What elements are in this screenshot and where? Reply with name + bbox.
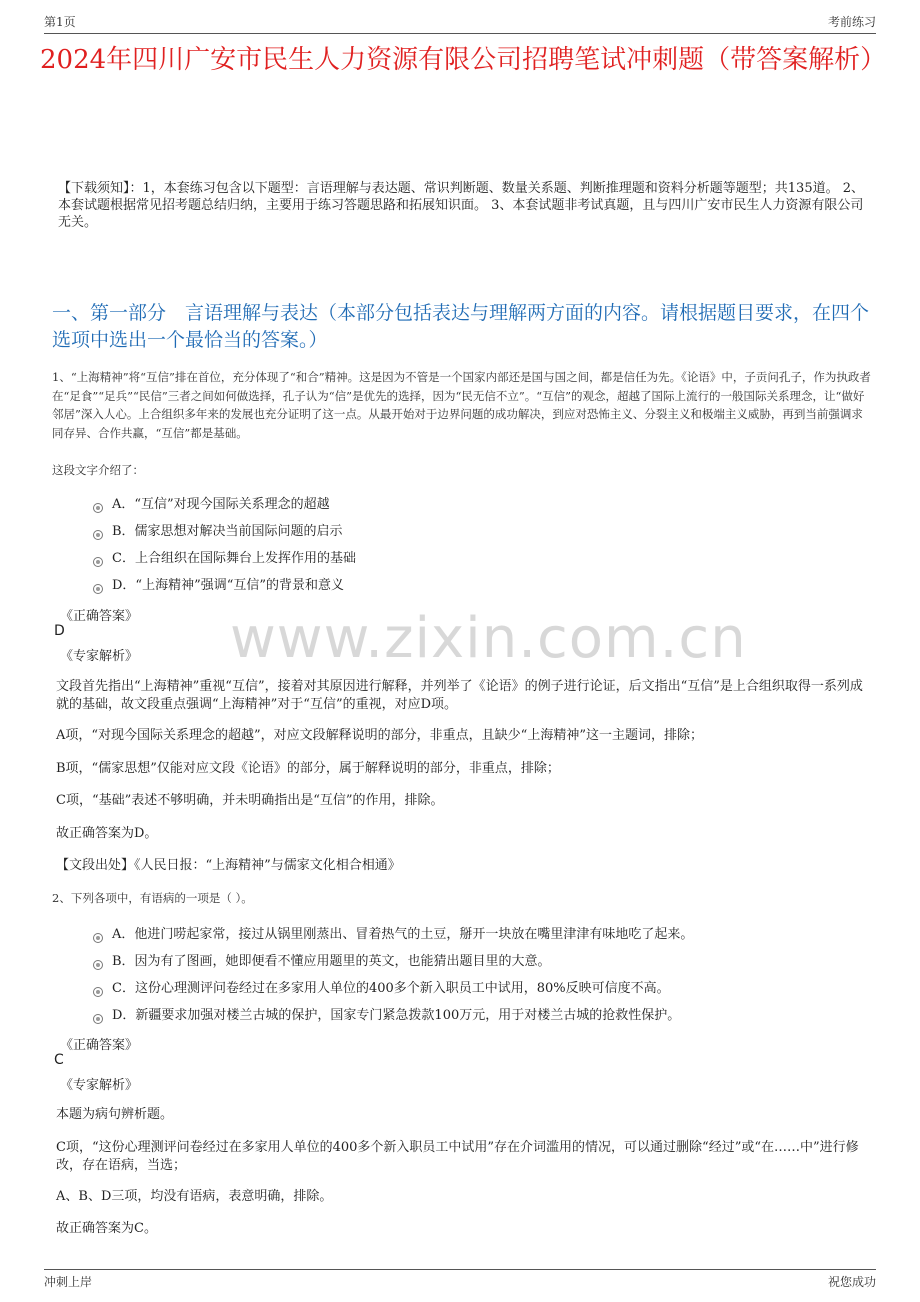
radio-icon[interactable] — [93, 960, 103, 970]
question-2-analysis-others: A、B、D三项，均没有语病，表意明确，排除。 — [56, 1189, 333, 1204]
question-2-option-c[interactable] — [93, 980, 670, 998]
question-1-analysis-label: 《专家解析》 — [60, 649, 139, 664]
question-1-analysis-b: B项，“儒家思想”仅能对应文段《论语》的部分，属于解释说明的部分，非重点，排除； — [56, 761, 560, 776]
option-text: D．“上海精神”强调“互信”的背景和意义 — [112, 578, 345, 593]
footer-divider — [44, 1269, 876, 1270]
question-1-analysis-c: C项，“基础”表述不够明确，并未明确指出是“互信”的作用，排除。 — [56, 793, 444, 808]
radio-icon[interactable] — [93, 1014, 103, 1024]
option-text: C．上合组织在国际舞台上发挥作用的基础 — [112, 551, 356, 566]
question-1-analysis-summary: 文段首先指出“上海精神”重视“互信”，接着对其原因进行解释，并列举了《论语》的例子进行论证，后文指出“互信”是上合组织取得一系列成就的基础，故文段重点强调“上海精神”对于“互信”的重视，对应D项。 — [56, 679, 863, 712]
option-text: A．“互信”对现今国际关系理念的超越 — [112, 497, 330, 512]
question-1-source: 【文段出处】《人民日报：“上海精神”与儒家文化相合相通》 — [56, 858, 401, 873]
header-divider — [44, 33, 876, 34]
question-2-option-a[interactable] — [93, 926, 693, 944]
header-category: 考前练习 — [827, 15, 876, 29]
radio-icon[interactable] — [93, 584, 103, 594]
document-title: 2024年四川广安市民生人力资源有限公司招聘笔试冲刺题（带答案解析） — [40, 45, 887, 75]
header-page-number: 第1页 — [44, 15, 76, 29]
question-1-stem: 1、“上海精神”将“互信”排在首位，充分体现了“和合”精神。这是因为不管是一个国家内部还是国与国之间，都是信任为先。《论语》中，子贡问孔子，作为执政者在“足食”“足兵”“民信”三者之间如何做选择，孔子认为“信”是优先的选择，因为“民无信不立”。“互信”的观念，超越了国际上流行的一般国际关系理念，让“做好邻居”深入人心。上合组织多年来的发展也充分证明了这一点。从最开始对于边界问题的成功解决，到应对恐怖主义、分裂主义和极端主义威胁，再到当前强调求同存异、合作共赢，“互信”都是基础。 — [52, 370, 871, 440]
option-text: A．他进门唠起家常，接过从锅里刚蒸出、冒着热气的土豆，掰开一块放在嘴里津津有味地吃了起来。 — [112, 927, 694, 942]
question-1-conclusion: 故正确答案为D。 — [56, 826, 158, 841]
radio-icon[interactable] — [93, 557, 103, 567]
question-2-stem: 2、下列各项中，有语病的一项是（ ）。 — [52, 891, 253, 905]
option-text: D．新疆要求加强对楼兰古城的保护，国家专门紧急拨款100万元，用于对楼兰古城的抢救性保护。 — [112, 1008, 681, 1023]
question-2-option-d[interactable] — [93, 1007, 680, 1025]
question-2-analysis-intro: 本题为病句辨析题。 — [56, 1107, 174, 1122]
section-heading: 一、第一部分 言语理解与表达（本部分包括表达与理解两方面的内容。请根据题目要求，在四个选项中选出一个最恰当的答案。） — [52, 302, 870, 351]
question-1-analysis-a: A项，“对现今国际关系理念的超越”，对应文段解释说明的部分，非重点，且缺少“上海精神”这一主题词，排除； — [56, 728, 703, 743]
question-1-option-c[interactable] — [93, 550, 356, 568]
option-text: C．这份心理测评问卷经过在多家用人单位的400多个新入职员工中试用，80%反映可信度不高。 — [112, 981, 670, 996]
question-1-option-a[interactable] — [93, 496, 330, 514]
question-2-answer: C — [54, 1052, 64, 1068]
question-2-conclusion: 故正确答案为C。 — [56, 1221, 157, 1236]
option-text: B．儒家思想对解决当前国际问题的启示 — [112, 524, 343, 539]
question-2-analysis-c: C项，“这份心理测评问卷经过在多家用人单位的400多个新入职员工中试用”存在介词滥用的情况，可以通过删除“经过”或“在……中”进行修改，存在语病，当选； — [56, 1140, 859, 1173]
question-2-option-b[interactable] — [93, 953, 551, 971]
question-1-option-d[interactable] — [93, 577, 344, 595]
radio-icon[interactable] — [93, 987, 103, 997]
question-1-answer-label: 《正确答案》 — [60, 609, 139, 624]
question-2-analysis-label: 《专家解析》 — [60, 1078, 139, 1093]
question-1-option-b[interactable] — [93, 523, 343, 541]
footer-right-text: 祝您成功 — [827, 1275, 876, 1289]
radio-icon[interactable] — [93, 933, 103, 943]
option-text: B．因为有了图画，她即便看不懂应用题里的英文，也能猜出题目里的大意。 — [112, 954, 551, 969]
footer-left-text: 冲刺上岸 — [44, 1275, 93, 1289]
question-1-prompt: 这段文字介绍了： — [52, 463, 144, 477]
question-2-answer-label: 《正确答案》 — [60, 1038, 139, 1053]
download-notice: 【下载须知】：1，本套练习包含以下题型：言语理解与表达题、常识判断题、数量关系题、判断推理题和资料分析题等题型；共135道。 2、本套试题根据常见招考题总结归纳，主要用于练习答题思路和拓展知识面。 3、本套试题非考试真题，且与四川广安市民生人力资源有限公司无关。 — [58, 181, 864, 230]
radio-icon[interactable] — [93, 503, 103, 513]
radio-icon[interactable] — [93, 530, 103, 540]
question-1-answer: D — [54, 623, 65, 639]
watermark: www.zixin.com.cn — [230, 606, 747, 671]
